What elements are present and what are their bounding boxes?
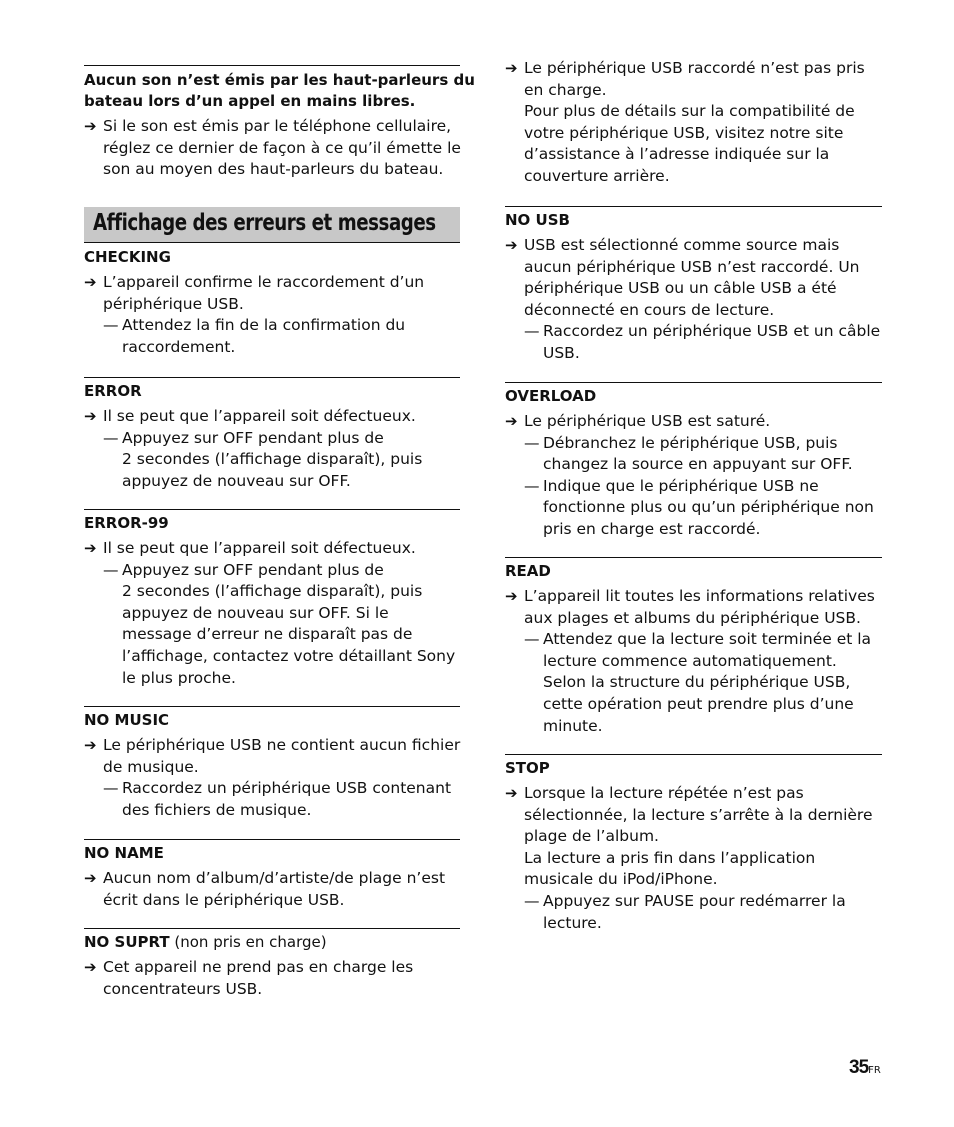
entry-heading: NO NAME (84, 844, 164, 862)
arrow-right-icon: ➔ (84, 869, 97, 887)
arrow-right-icon: ➔ (84, 539, 97, 557)
entry-no-sound (84, 65, 475, 181)
arrow-right-icon: ➔ (505, 784, 518, 802)
arrow-right-icon: ➔ (505, 587, 518, 605)
arrow-item: ➔ Le périphérique USB ne contient aucun fichier de musique. (84, 736, 461, 776)
arrow-item: ➔ Il se peut que l’appareil soit défectueux. (84, 406, 460, 428)
entry-error-99 (84, 509, 460, 689)
arrow-item: ➔ Il se peut que l’appareil soit défectueux. (84, 538, 460, 560)
entry-heading: OVERLOAD (505, 387, 597, 405)
arrow-right-icon: ➔ (505, 236, 518, 254)
arrow-item: ➔ Le périphérique USB raccordé n’est pas pris en charge. Pour plus de détails sur la compatibilité de votre périphérique USB, visitez notre site d’assistance à l’adresse indiquée sur la couverture arrière. (505, 59, 865, 185)
arrow-right-icon: ➔ (505, 412, 518, 430)
entry-checking (84, 241, 460, 358)
entry-heading: NO USB (505, 211, 570, 229)
entry-heading: CHECKING (84, 248, 171, 266)
entry-heading: NO MUSIC (84, 711, 170, 729)
dash-item: — Appuyez sur OFF pendant plus de 2 secondes (l’affichage disparaît), puis appuyez de nouveau sur OFF. Si le message d’erreur ne disparaît pas de l’affichage, contactez votre détaillant Sony le plus proche. (103, 560, 456, 687)
arrow-item: ➔ L’appareil lit toutes les informations relatives aux plages et albums du périphérique USB. (505, 587, 875, 627)
entry-overload (505, 382, 882, 541)
entry-heading: ERROR-99 (84, 514, 169, 532)
arrow-item: ➔ Aucun nom d’album/d’artiste/de plage n’est écrit dans le périphérique USB. (84, 869, 446, 909)
arrow-right-icon: ➔ (84, 273, 97, 291)
dash-item: — Indique que le périphérique USB ne fonctionne plus ou qu’un périphérique non pris en charge est raccordé. (524, 476, 874, 538)
entry-usb-not-supported (505, 54, 882, 188)
entry-heading: STOP (505, 759, 550, 777)
entry-heading: Aucun son n’est émis par les haut-parleurs du bateau lors d’un appel en mains libres. (84, 71, 475, 110)
dash-item: — Débranchez le périphérique USB, puis changez la source en appuyant sur OFF. (524, 433, 853, 474)
entry-stop (505, 754, 882, 934)
dash-item: — Appuyez sur OFF pendant plus de 2 secondes (l’affichage disparaît), puis appuyez de nouveau sur OFF. (103, 428, 423, 490)
page-number: 35FR (849, 1057, 881, 1078)
entry-read (505, 557, 882, 737)
dash-item: — Raccordez un périphérique USB et un câble USB. (524, 322, 881, 362)
dash-item: — Attendez la fin de la confirmation du raccordement. (103, 316, 406, 356)
entry-heading: READ (505, 562, 551, 580)
arrow-item: ➔ Lorsque la lecture répétée n’est pas sélectionnée, la lecture s’arrête à la dernière plage de l’album. La lecture a pris fin dans l’application musicale du iPod/iPhone. (505, 784, 873, 889)
arrow-item: ➔ USB est sélectionné comme source mais aucun périphérique USB n’est raccordé. Un périphérique USB ou un câble USB a été déconnecté en cours de lecture. (505, 236, 860, 319)
arrow-right-icon: ➔ (505, 59, 518, 77)
dash-item: — Appuyez sur PAUSE pour redémarrer la lecture. (524, 891, 846, 932)
arrow-item: ➔ Si le son est émis par le téléphone cellulaire, réglez ce dernier de façon à ce qu’il émette le son au moyen des haut-parleurs du bateau. (84, 117, 461, 179)
entry-error (84, 377, 460, 492)
arrow-right-icon: ➔ (84, 736, 97, 754)
entry-no-usb (505, 206, 882, 365)
arrow-item: ➔ L’appareil confirme le raccordement d’un périphérique USB. (84, 273, 425, 313)
arrow-item: ➔ Le périphérique USB est saturé. (505, 411, 882, 433)
section-title: Affichage des erreurs et messages (93, 210, 436, 236)
entry-no-music (84, 706, 460, 821)
entry-heading: ERROR (84, 382, 142, 400)
dash-item: — Attendez que la lecture soit terminée et la lecture commence automatiquement. Selon la structure du périphérique USB, cette opération peut prendre plus d’une minute. (524, 630, 872, 735)
entry-no-name (84, 839, 460, 911)
arrow-right-icon: ➔ (84, 407, 97, 425)
entry-no-suprt (84, 928, 460, 1000)
dash-item: — Raccordez un périphérique USB contenant des fichiers de musique. (103, 779, 452, 819)
arrow-right-icon: ➔ (84, 117, 97, 135)
arrow-item: ➔ Cet appareil ne prend pas en charge les concentrateurs USB. (84, 958, 414, 998)
entry-heading: NO SUPRT (non pris en charge) (84, 933, 327, 951)
arrow-right-icon: ➔ (84, 958, 97, 976)
section-title-banner (84, 207, 460, 243)
